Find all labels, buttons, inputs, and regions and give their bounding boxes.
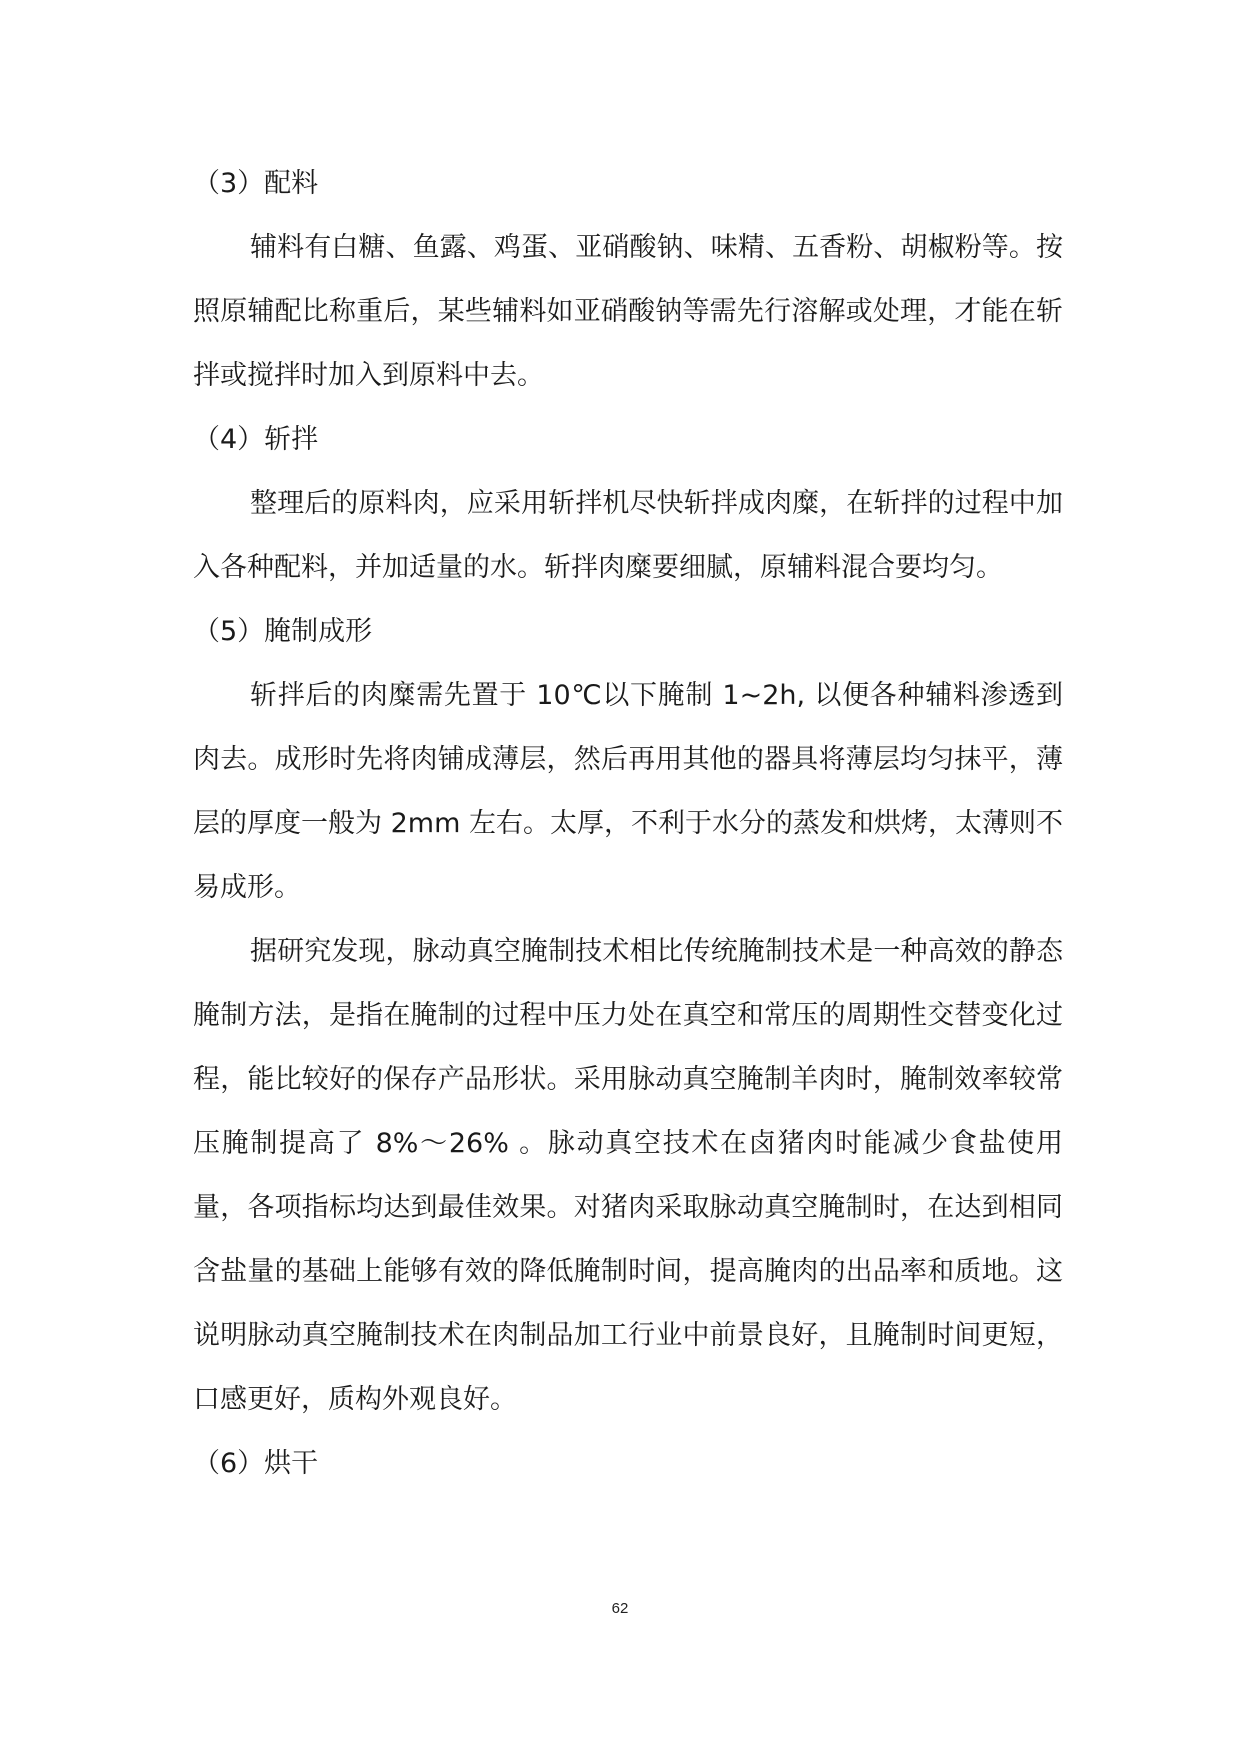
page-number: 62 [611,1600,629,1617]
paragraph-chopping: 整理后的原料肉，应采用斩拌机尽快斩拌成肉糜，在斩拌的过程中加入各种配料，并加适量的水。斩拌肉糜要细腻，原辅料混合要均匀。 [193,488,1063,583]
paragraph-curing-forming: 斩拌后的肉糜需先置于 10℃以下腌制 1~2h, 以便各种辅料渗透到肉去。成形时先将肉铺成薄层，然后再用其他的器具将薄层均匀抹平，薄层的厚度一般为 2mm 左右。太厚，不利于水分的蒸发和烘烤，太薄则不易成形。 [193,680,1063,903]
document-body [193,152,1063,1496]
paragraph-ingredients: 辅料有白糖、鱼露、鸡蛋、亚硝酸钠、味精、五香粉、胡椒粉等。按照原辅配比称重后，某些辅料如亚硝酸钠等需先行溶解或处理，才能在斩拌或搅拌时加入到原料中去。 [193,232,1063,391]
section-heading-drying: （6）烘干 [193,1448,319,1479]
section-heading-chopping: （4）斩拌 [193,424,319,455]
section-heading-curing-forming: （5）腌制成形 [193,616,373,647]
section-heading-ingredients: （3）配料 [193,168,319,199]
paragraph-vacuum-curing: 据研究发现，脉动真空腌制技术相比传统腌制技术是一种高效的静态腌制方法，是指在腌制的过程中压力处在真空和常压的周期性交替变化过程，能比较好的保存产品形状。采用脉动真空腌制羊肉时，腌制效率较常压腌制提高了 8%～26% 。脉动真空技术在卤猪肉时能减少食盐使用量，各项指标均达到最佳效果。对猪肉采取脉动真空腌制时，在达到相同含盐量的基础上能够有效的降低腌制时间，提高腌肉的出品率和质地。这说明脉动真空腌制技术在肉制品加工行业中前景良好，且腌制时间更短，口感更好，质构外观良好。 [193,936,1063,1415]
